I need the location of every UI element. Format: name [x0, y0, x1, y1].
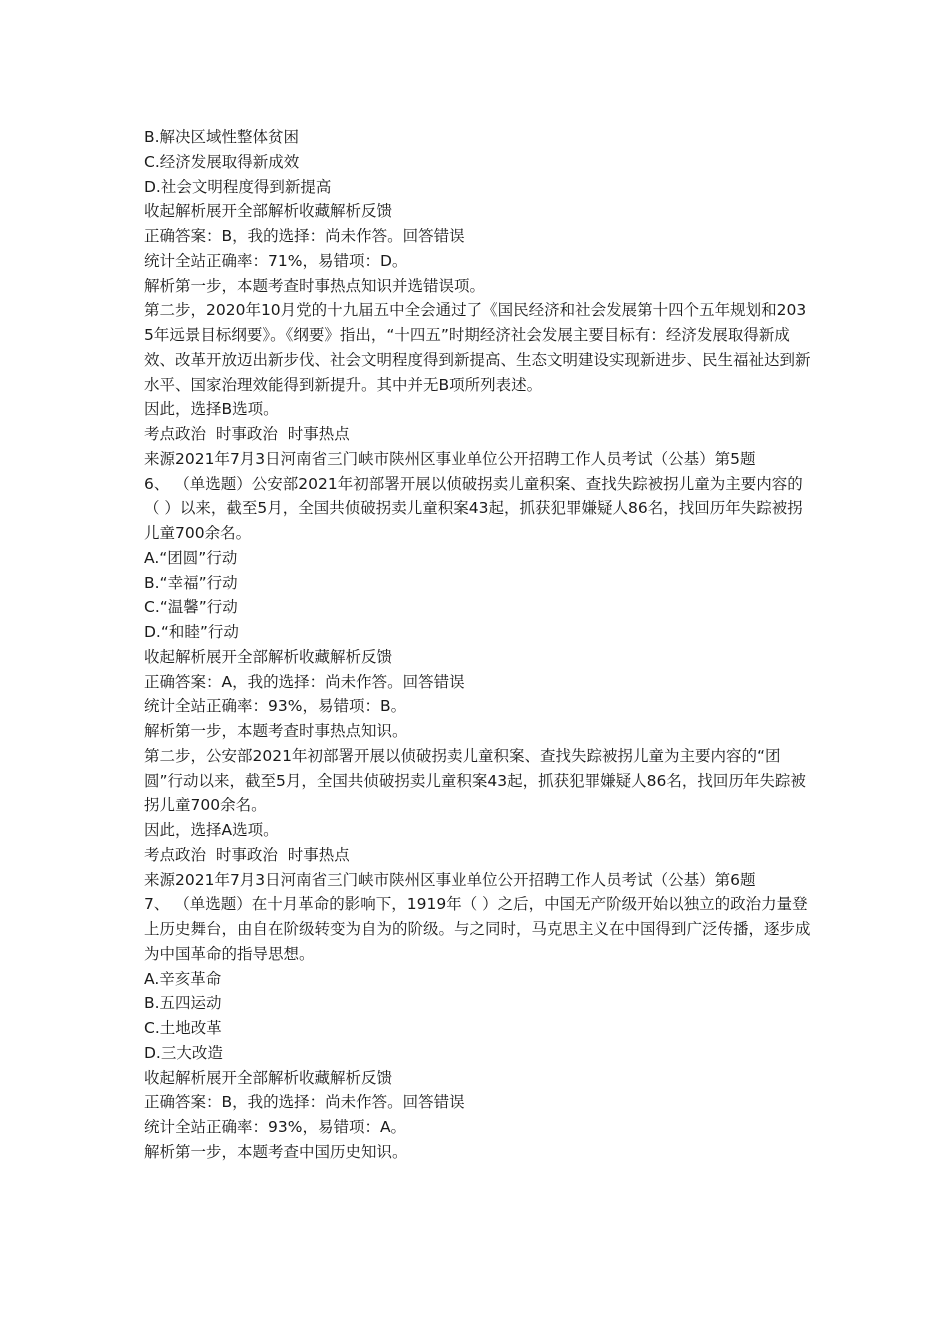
question-6-block	[144, 472, 816, 893]
favorite-link[interactable]: 收藏	[299, 647, 331, 666]
option-c: C.土地改革	[144, 1019, 222, 1037]
analysis-actions	[144, 199, 816, 224]
topic-tags: 考点政治 时事政治 时事热点	[144, 845, 350, 864]
option-d: D.“和睦”行动	[144, 623, 239, 641]
topic-tags: 考点政治 时事政治 时事热点	[144, 425, 350, 443]
analysis-feedback-link[interactable]: 解析反馈	[330, 647, 393, 666]
analysis-step-1: 解析第一步，本题考查时事热点知识。	[144, 722, 408, 740]
option-b: B.“幸福”行动	[144, 573, 238, 592]
question-source: 来源2021年7月3日河南省三门峡市陕州区事业单位公开招聘工作人员考试（公基）第6题	[144, 870, 756, 889]
correct-answer: 正确答案：B，我的选择：尚未作答。回答错误	[144, 227, 465, 245]
collapse-analysis-link[interactable]: 收起解析	[144, 202, 207, 221]
correct-answer: 正确答案：A，我的选择：尚未作答。回答错误	[144, 672, 465, 691]
option-c: C.经济发展取得新成效	[144, 152, 300, 171]
question-5-block	[144, 125, 816, 472]
option-c: C.“温馨”行动	[144, 598, 238, 617]
option-b: B.解决区域性整体贫困	[144, 128, 300, 146]
favorite-link[interactable]: 收藏	[299, 202, 331, 221]
question-source: 来源2021年7月3日河南省三门峡市陕州区事业单位公开招聘工作人员考试（公基）第5题	[144, 449, 756, 468]
option-b: B.五四运动	[144, 994, 222, 1013]
question-stem: 6、 （单选题）公安部2021年初部署开展以侦破拐卖儿童积案、查找失踪被拐儿童为主要内容的（ ）以来，截至5月，全国共侦破拐卖儿童积案43起，抓获犯罪嫌疑人86名，找回历年失踪被拐儿童700余名。	[144, 474, 803, 542]
expand-all-analysis-link[interactable]: 展开全部解析	[206, 1068, 300, 1087]
option-d: D.社会文明程度得到新提高	[144, 177, 332, 196]
question-stem: 7、 （单选题）在十月革命的影响下，1919年（ ）之后，中国无产阶级开始以独立的政治力量登上历史舞台，由自在阶级转变为自为的阶级。与之同时，马克思主义在中国得到广泛传播，逐步成为中国革命的指导思想。	[144, 895, 811, 963]
conclusion: 因此，选择B选项。	[144, 400, 279, 419]
accuracy-stats: 统计全站正确率：93%，易错项：A。	[144, 1118, 407, 1136]
correct-answer: 正确答案：B，我的选择：尚未作答。回答错误	[144, 1093, 465, 1112]
collapse-analysis-link[interactable]: 收起解析	[144, 647, 207, 666]
question-7-block	[144, 892, 816, 1164]
expand-all-analysis-link[interactable]: 展开全部解析	[206, 202, 300, 221]
conclusion: 因此，选择A选项。	[144, 821, 279, 839]
analysis-feedback-link[interactable]: 解析反馈	[330, 1068, 393, 1087]
analysis-step-1: 解析第一步，本题考查中国历史知识。	[144, 1142, 408, 1161]
analysis-actions	[144, 1066, 816, 1091]
option-a: A.“团圆”行动	[144, 548, 238, 567]
accuracy-stats: 统计全站正确率：93%，易错项：B。	[144, 697, 407, 716]
option-d: D.三大改造	[144, 1043, 223, 1062]
favorite-link[interactable]: 收藏	[299, 1068, 331, 1087]
document-content	[144, 125, 816, 1165]
analysis-step-1: 解析第一步，本题考查时事热点知识并选错误项。	[144, 276, 486, 295]
accuracy-stats: 统计全站正确率：71%，易错项：D。	[144, 251, 408, 270]
analysis-step-2: 第二步，2020年10月党的十九届五中全会通过了《国民经济和社会发展第十四个五年规划和2035年远景目标纲要》。《纲要》指出，“十四五”时期经济社会发展主要目标有：经济发展取得新成效、改革开放迈出新步伐、社会文明程度得到新提高、生态文明建设实现新进步、民生福祉达到新水平、国家治理效能得到新提升。其中并无B项所列表述。	[144, 301, 811, 394]
collapse-analysis-link[interactable]: 收起解析	[144, 1068, 207, 1087]
analysis-actions	[144, 645, 816, 670]
analysis-step-2: 第二步，公安部2021年初部署开展以侦破拐卖儿童积案、查找失踪被拐儿童为主要内容的“团圆”行动以来，截至5月，全国共侦破拐卖儿童积案43起，抓获犯罪嫌疑人86名，找回历年失踪被拐儿童700余名。	[144, 746, 806, 815]
analysis-feedback-link[interactable]: 解析反馈	[330, 202, 393, 221]
option-a: A.辛亥革命	[144, 969, 222, 988]
expand-all-analysis-link[interactable]: 展开全部解析	[206, 647, 300, 666]
